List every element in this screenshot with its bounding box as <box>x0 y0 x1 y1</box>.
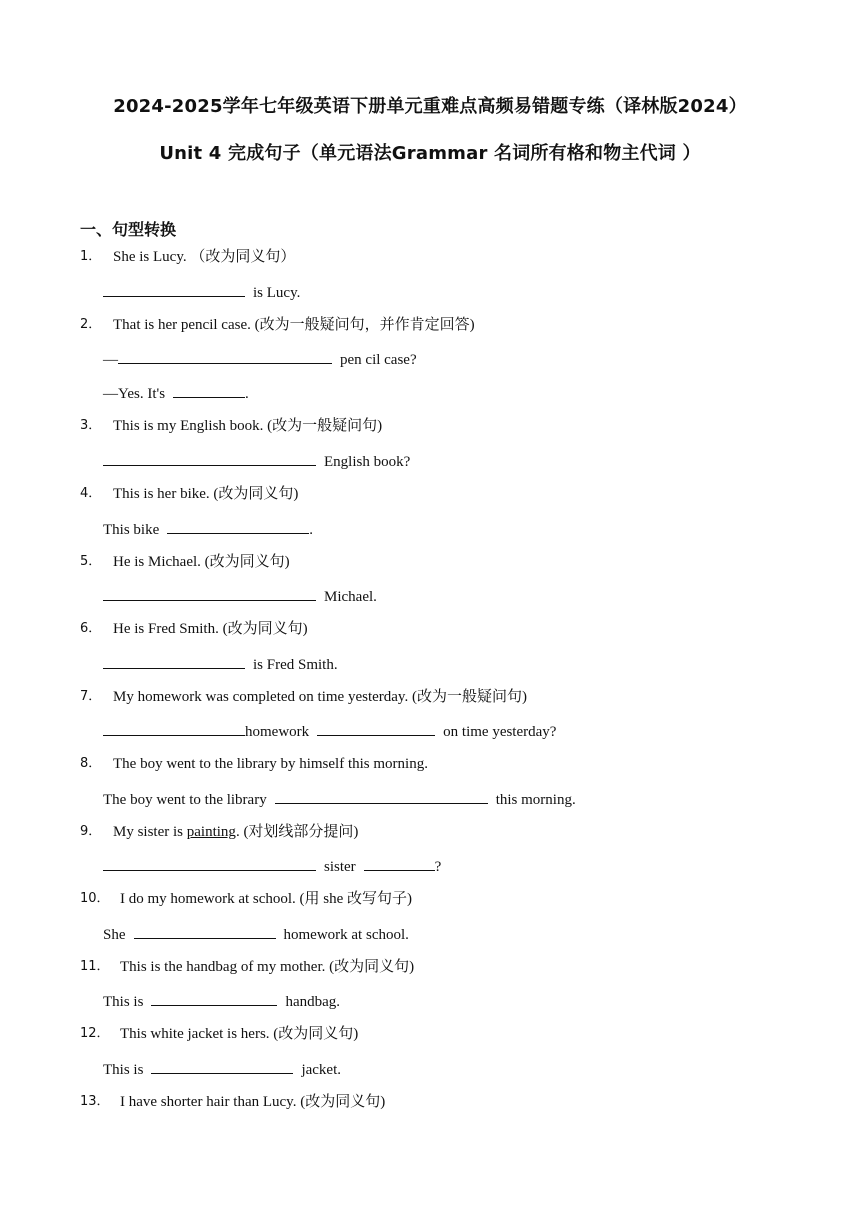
question-number: 13． <box>80 1094 110 1109</box>
question-number: 11． <box>80 959 110 974</box>
answer-blank[interactable] <box>364 855 435 871</box>
answer-line-8 <box>103 788 576 808</box>
answer-line-3 <box>103 450 410 470</box>
answer-line-2b <box>103 382 249 402</box>
question-text: I have shorter hair than Lucy. (改为同义句) <box>120 1094 386 1110</box>
question-5 <box>0 552 860 572</box>
answer-prefix: This is <box>103 994 144 1010</box>
question-number: 9． <box>80 824 102 839</box>
answer-prefix: She <box>103 927 126 943</box>
answer-blank[interactable] <box>103 720 245 736</box>
question-text: The boy went to the library by himself this morning. <box>113 756 428 772</box>
section-heading: 一、句型转换 <box>80 220 177 239</box>
answer-prefix: The boy went to the library <box>103 792 267 808</box>
answer-prefix: —Yes. It's <box>103 386 166 402</box>
answer-text: Michael. <box>324 589 377 605</box>
answer-blank[interactable] <box>151 1058 293 1074</box>
answer-text: English book? <box>324 454 411 470</box>
answer-text: pen cil case? <box>340 352 417 368</box>
answer-text: on time yesterday? <box>443 724 557 740</box>
answer-line-5 <box>103 585 377 605</box>
answer-blank[interactable] <box>103 653 245 669</box>
question-text: That is her pencil case. (改为一般疑问句，并作肯定回答) <box>113 317 475 333</box>
question-text: He is Michael. (改为同义句) <box>113 554 290 570</box>
question-number: 6． <box>80 621 102 636</box>
page-title: 2024-2025学年七年级英语下册单元重难点高频易错题专练（译林版2024） <box>113 96 747 117</box>
answer-blank[interactable] <box>173 382 245 398</box>
question-text: I do my homework at school. (用 she 改写句子) <box>120 891 413 907</box>
question-text: My sister is painting. (对划线部分提问) <box>113 824 359 840</box>
question-3 <box>0 416 860 436</box>
answer-line-6 <box>103 653 338 673</box>
question-4 <box>0 484 860 504</box>
question-number: 4． <box>80 486 102 501</box>
question-13 <box>0 1092 860 1112</box>
answer-line-12 <box>103 1058 341 1078</box>
question-11 <box>0 957 860 977</box>
question-9 <box>0 822 860 842</box>
question-number: 12． <box>80 1026 110 1041</box>
question-number: 1． <box>80 249 102 264</box>
answer-text: ? <box>434 859 442 875</box>
answer-prefix: This bike <box>103 522 160 538</box>
question-number: 10． <box>80 891 110 906</box>
question-6 <box>0 619 860 639</box>
answer-blank[interactable] <box>103 585 316 601</box>
question-12 <box>0 1024 860 1044</box>
answer-text: is Lucy. <box>253 285 301 301</box>
answer-blank[interactable] <box>167 518 309 534</box>
answer-blank[interactable] <box>134 923 276 939</box>
question-number: 5． <box>80 554 102 569</box>
question-10 <box>0 889 860 909</box>
answer-text: . <box>309 522 313 538</box>
answer-blank[interactable] <box>103 450 316 466</box>
answer-text: is Fred Smith. <box>253 657 338 673</box>
answer-text: this morning. <box>495 792 576 808</box>
question-1 <box>0 247 860 267</box>
answer-text: jacket. <box>301 1062 341 1078</box>
answer-dash: — <box>103 352 118 368</box>
question-text: This white jacket is hers. (改为同义句) <box>120 1026 359 1042</box>
question-7 <box>0 687 860 707</box>
question-text: He is Fred Smith. (改为同义句) <box>113 621 308 637</box>
answer-blank[interactable] <box>275 788 488 804</box>
answer-line-7 <box>103 720 556 740</box>
page-subtitle: Unit 4 完成句子（单元语法Grammar 名词所有格和物主代词 ） <box>159 143 701 164</box>
question-number: 7． <box>80 689 102 704</box>
answer-blank[interactable] <box>103 855 316 871</box>
answer-line-1 <box>103 281 300 301</box>
answer-line-4 <box>103 518 313 538</box>
answer-line-10 <box>103 923 409 943</box>
answer-blank[interactable] <box>103 281 245 297</box>
answer-text: handbag. <box>285 994 341 1010</box>
answer-prefix: This is <box>103 1062 144 1078</box>
answer-blank[interactable] <box>151 990 277 1006</box>
answer-text: . <box>245 386 249 402</box>
question-text: She is Lucy. （改为同义句） <box>113 249 296 265</box>
answer-line-11 <box>103 990 340 1010</box>
question-8 <box>0 754 860 774</box>
answer-text: sister <box>324 859 356 875</box>
question-text: My homework was completed on time yesterday. (改为一般疑问句) <box>113 689 527 705</box>
answer-line-9 <box>103 855 441 875</box>
question-2 <box>0 315 860 335</box>
answer-line-2 <box>103 348 417 368</box>
answer-blank[interactable] <box>317 720 435 736</box>
question-number: 2． <box>80 317 102 332</box>
question-text: This is my English book. (改为一般疑问句) <box>113 418 383 434</box>
answer-text: homework at school. <box>283 927 409 943</box>
question-text: This is the handbag of my mother. (改为同义句) <box>120 959 415 975</box>
question-number: 8． <box>80 756 102 771</box>
answer-text: homework <box>245 724 310 740</box>
question-number: 3． <box>80 418 102 433</box>
underlined-word: painting <box>186 824 236 840</box>
answer-blank[interactable] <box>118 348 332 364</box>
question-text: This is her bike. (改为同义句) <box>113 486 299 502</box>
